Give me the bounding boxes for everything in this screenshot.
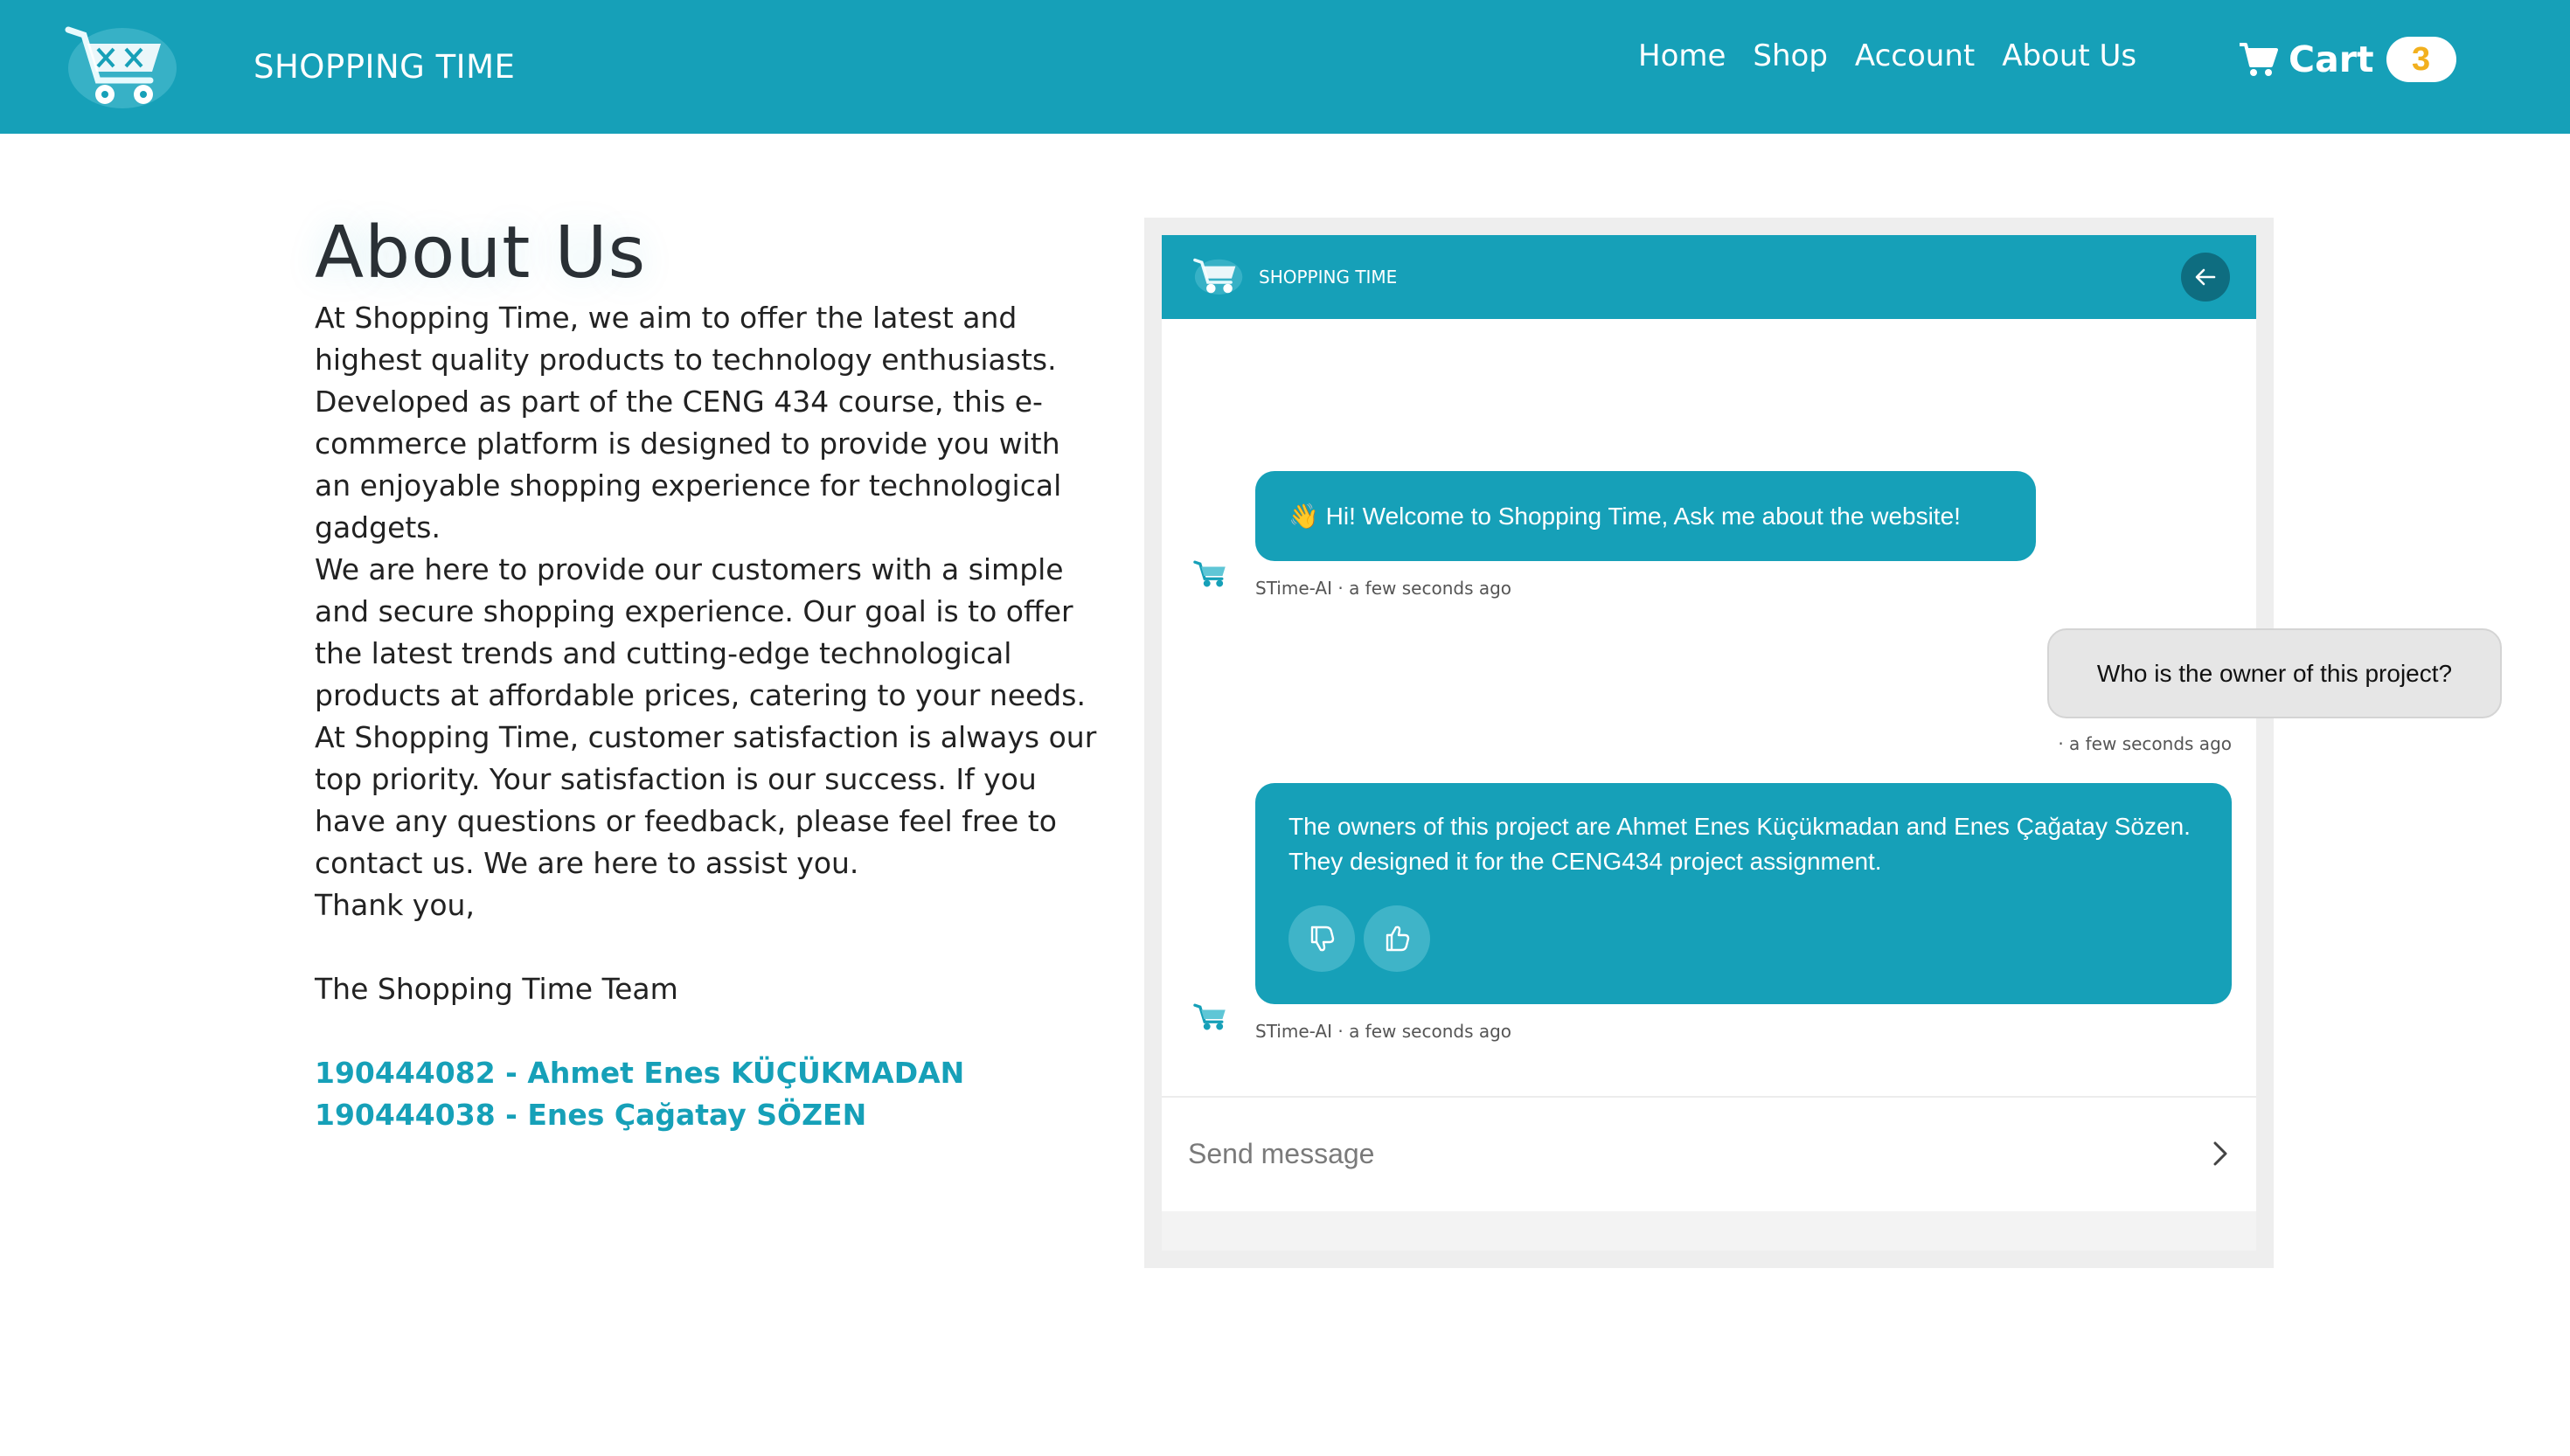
about-paragraph: At Shopping Time, we aim to offer the latest and highest quality products to technology enthusiasts. Developed as part of the CENG 434 course, this e-commerce platform is designed to provide you with an enjoyable shopping experience for technological gadgets.	[315, 301, 1062, 544]
about-paragraph: At Shopping Time, customer satisfaction is always our top priority. Your satisfaction is our success. If you have any questions or feedback, please feel free to contact us. We are here to assist you.	[315, 720, 1097, 880]
bot-avatar-icon	[1190, 557, 1232, 592]
chat-header	[1162, 235, 2256, 319]
bot-message	[1255, 471, 2036, 561]
thumbs-down-icon	[1307, 924, 1337, 953]
nav-shop[interactable]: Shop	[1753, 38, 1828, 73]
about-paragraph: Thank you,	[315, 888, 475, 922]
message-meta: · a few seconds ago	[2058, 733, 2232, 754]
chat-footer	[1162, 1211, 2256, 1251]
user-message	[2047, 628, 2502, 718]
bot-avatar-icon	[1190, 1000, 1232, 1035]
cart-label: Cart	[2289, 38, 2374, 80]
nav-about-us[interactable]: About Us	[2002, 38, 2137, 73]
arrow-left-icon	[2193, 265, 2218, 289]
page-title: About Us	[315, 211, 647, 295]
thumbs-down-button[interactable]	[1288, 905, 1355, 972]
cart-logo-icon	[52, 17, 180, 115]
author-item: 190444038 - Enes Çağatay SÖZEN	[315, 1098, 867, 1132]
brand-name: SHOPPING TIME	[254, 47, 516, 86]
chat-back-button[interactable]	[2181, 253, 2230, 302]
message-meta: STime-AI · a few seconds ago	[1255, 578, 1512, 599]
thumbs-up-button[interactable]	[1364, 905, 1430, 972]
message-meta: STime-AI · a few seconds ago	[1255, 1021, 1512, 1042]
cart-logo-icon	[1188, 253, 1244, 300]
shopping-cart-icon	[2238, 41, 2278, 78]
chat-widget-frame	[1144, 218, 2453, 1268]
top-navbar	[0, 0, 2570, 134]
about-section	[315, 210, 1101, 1136]
chat-brand-name: SHOPPING TIME	[1259, 267, 1398, 288]
chat-widget	[1162, 235, 2453, 1251]
signature: The Shopping Time Team	[315, 972, 678, 1006]
cart-count-badge: 3	[2386, 37, 2456, 82]
message-text: Who is the owner of this project?	[2096, 659, 2453, 687]
about-paragraph: We are here to provide our customers with a simple and secure shopping experience. Our goal is to offer the latest trends and cutting-edge technological products at affordable prices, catering to your needs.	[315, 552, 1086, 712]
send-message-input[interactable]	[1162, 1098, 2256, 1210]
bot-message	[1255, 783, 2232, 1004]
main-nav	[1638, 38, 2164, 73]
message-text: 👋 Hi! Welcome to Shopping Time, Ask me about the website!	[1288, 502, 1961, 530]
about-body	[315, 297, 1101, 1010]
chevron-right-icon	[2207, 1140, 2232, 1168]
nav-home[interactable]: Home	[1638, 38, 1726, 73]
spacer	[315, 926, 1101, 968]
cart-button[interactable]	[2238, 35, 2456, 84]
author-item: 190444082 - Ahmet Enes KÜÇÜKMADAN	[315, 1056, 965, 1090]
authors-list	[315, 1052, 1101, 1136]
brand[interactable]	[52, 17, 515, 115]
send-button[interactable]	[2198, 1133, 2240, 1175]
nav-account[interactable]: Account	[1854, 38, 1976, 73]
message-text: The owners of this project are Ahmet Enes Küçükmadan and Enes Çağatay Sözen. They designed it for the CENG434 project assignment.	[1288, 813, 2191, 875]
feedback-buttons	[1288, 905, 1439, 972]
thumbs-up-icon	[1382, 924, 1412, 953]
